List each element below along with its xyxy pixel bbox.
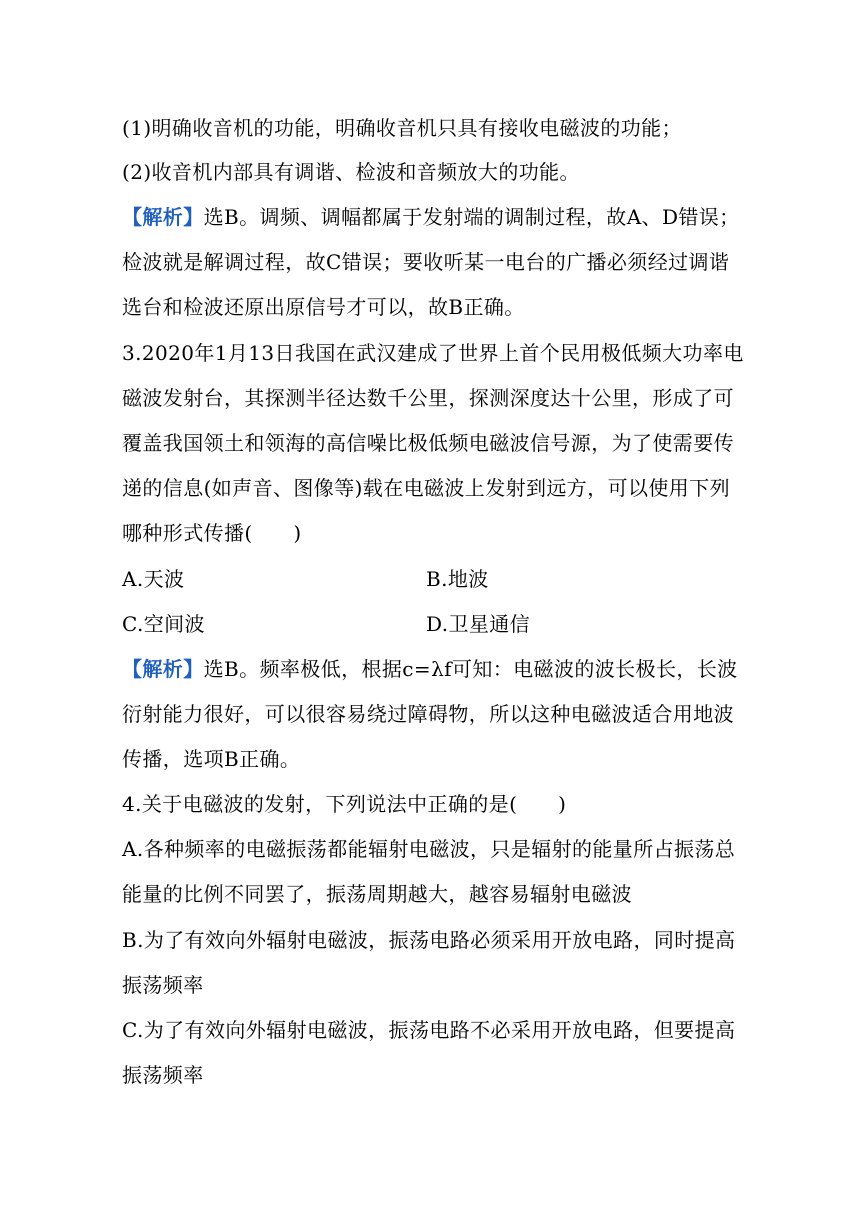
analysis-text: 选B。调频、调幅都属于发射端的调制过程，故A、D错误； <box>203 205 740 229</box>
q3-analysis-line-3: 传播，选项B正确。 <box>122 747 301 771</box>
q3-option-a: A.天波 <box>122 567 185 591</box>
q2-analysis-line-2: 检波就是解调过程，故C错误；要收听某一电台的广播必须经过调谐 <box>122 250 730 274</box>
q2-point-1: (1)明确收音机的功能，明确收音机只具有接收电磁波的功能； <box>122 116 682 140</box>
q3-options-row-1 <box>122 566 489 592</box>
q3-stem-line-2: 磁波发射台，其探测半径达数千公里，探测深度达十公里，形成了可 <box>122 386 734 410</box>
q4-option-a-line-2: 能量的比例不同罢了，振荡周期越大，越容易辐射电磁波 <box>122 882 632 906</box>
q3-options-row-2 <box>122 611 531 637</box>
q3-stem-line-4: 递的信息(如声音、图像等)载在电磁波上发射到远方，可以使用下列 <box>122 476 731 500</box>
q2-point-2: (2)收音机内部具有调谐、检波和音频放大的功能。 <box>122 160 580 184</box>
q4-option-a-line-1: A.各种频率的电磁振荡都能辐射电磁波，只是辐射的能量所占振荡总 <box>122 837 736 861</box>
q4-stem: 4.关于电磁波的发射，下列说法中正确的是( ) <box>122 792 567 816</box>
q3-stem-line-1: 3.2020年1月13日我国在武汉建成了世界上首个民用极低频大功率电 <box>122 341 744 365</box>
analysis-text: 选B。频率极低，根据c=λf可知：电磁波的波长极长，长波 <box>203 657 738 681</box>
q3-option-d: D.卫星通信 <box>426 612 531 636</box>
q4-option-b-line-2: 振荡频率 <box>122 973 204 997</box>
q2-analysis-line-1 <box>122 204 740 230</box>
q3-stem-line-3: 覆盖我国领土和领海的高信噪比极低频电磁波信号源，为了使需要传 <box>122 431 734 455</box>
q3-analysis-line-1 <box>122 656 738 682</box>
q3-stem-line-5: 哪种形式传播( ) <box>122 521 302 545</box>
q3-analysis-line-2: 衍射能力很好，可以很容易绕过障碍物，所以这种电磁波适合用地波 <box>122 702 734 726</box>
q4-option-c-line-1: C.为了有效向外辐射电磁波，振荡电路不必采用开放电路，但要提高 <box>122 1018 736 1042</box>
q2-analysis-line-3: 选台和检波还原出原信号才可以，故B正确。 <box>122 295 525 319</box>
q4-option-c-line-2: 振荡频率 <box>122 1063 204 1087</box>
analysis-tag: 【解析】 <box>122 657 204 681</box>
analysis-tag: 【解析】 <box>122 205 204 229</box>
q3-option-b: B.地波 <box>426 567 489 591</box>
q3-option-c: C.空间波 <box>122 612 205 636</box>
q4-option-b-line-1: B.为了有效向外辐射电磁波，振荡电路必须采用开放电路，同时提高 <box>122 928 736 952</box>
